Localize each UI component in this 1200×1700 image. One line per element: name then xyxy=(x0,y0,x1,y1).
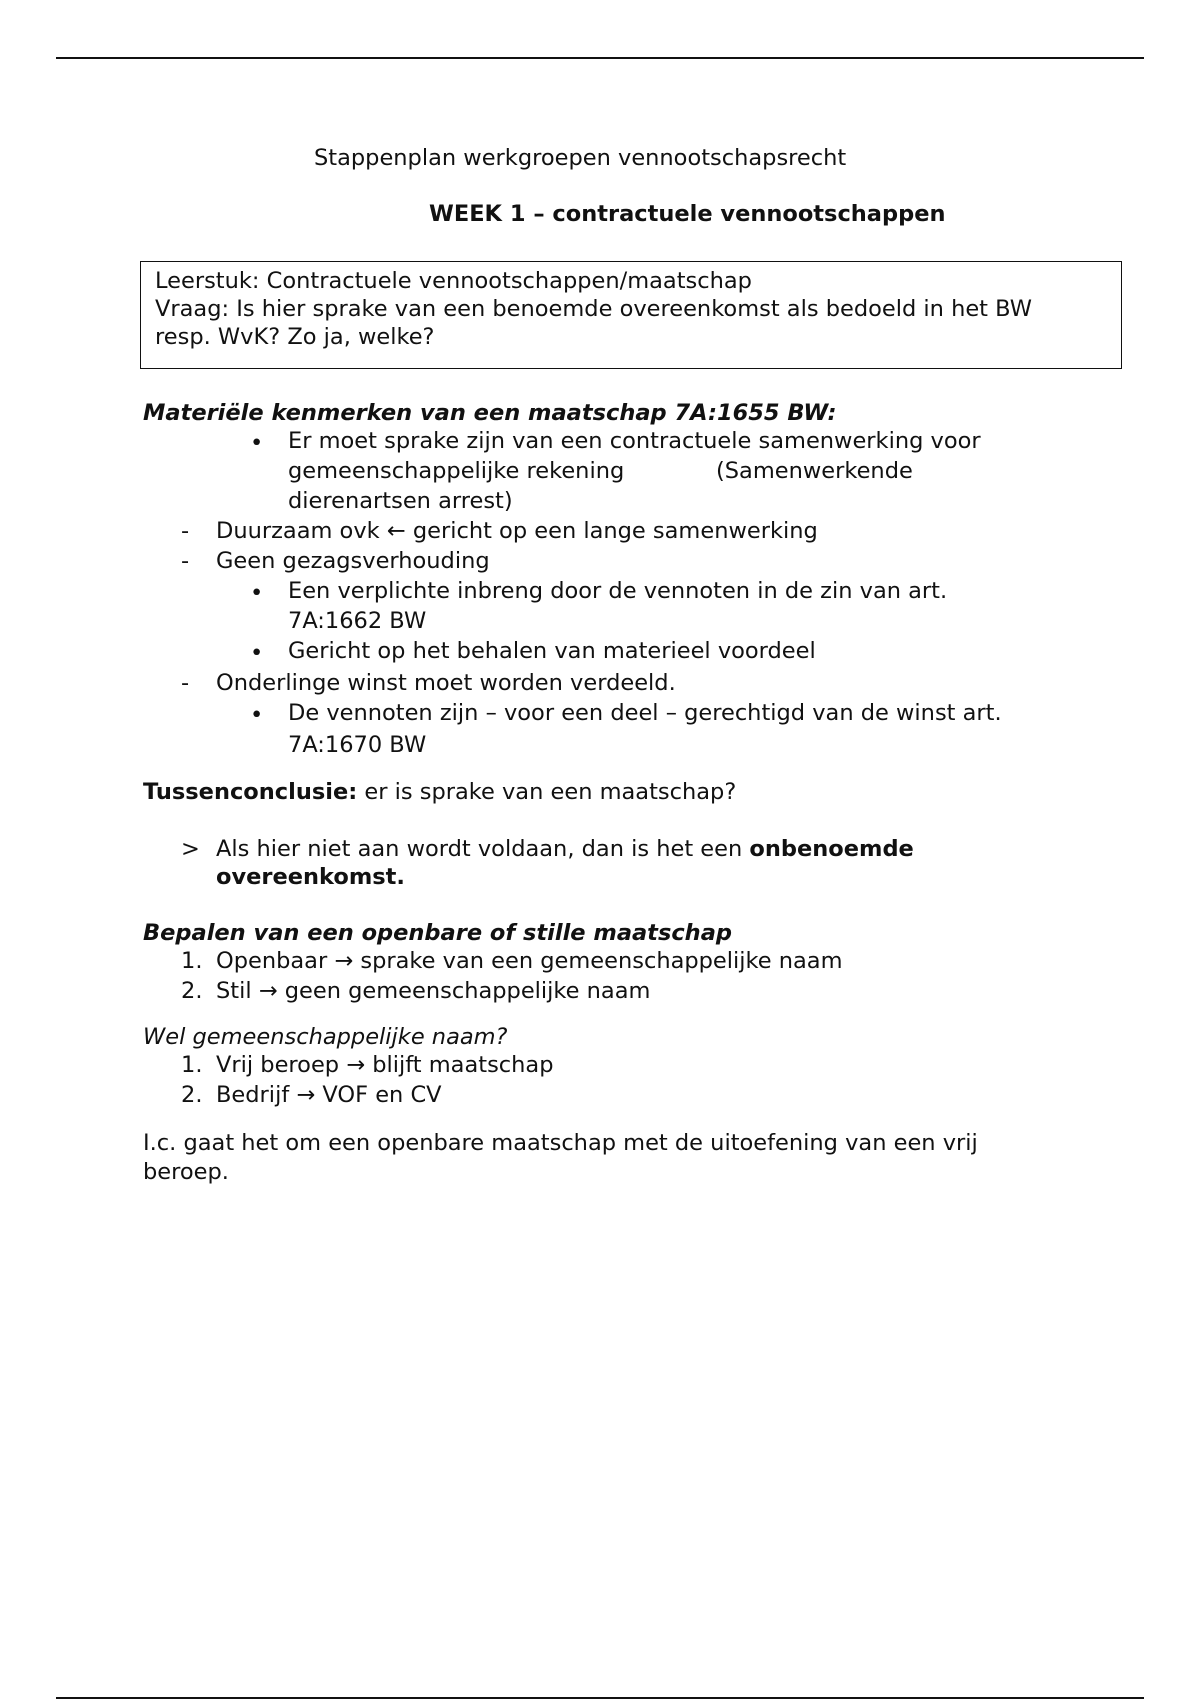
gemeenschappelijk-item-2: Bedrijf → VOF en CV xyxy=(216,1082,442,1108)
list-number: 1. xyxy=(181,1052,203,1078)
dash-item-2: Geen gezagsverhouding xyxy=(216,548,490,574)
list-number: 2. xyxy=(181,1082,203,1108)
gemeenschappelijk-heading: Wel gemeenschappelijke naam? xyxy=(143,1024,508,1050)
bepalen-item-2: Stil → geen gemeenschappelijke naam xyxy=(216,978,651,1004)
bepalen-heading: Bepalen van een openbare of stille maatschap xyxy=(143,920,732,946)
bullet-marker: • xyxy=(250,430,264,456)
bepalen-item-1: Openbaar → sprake van een gemeenschappelijke naam xyxy=(216,948,843,974)
note-text: Als hier niet aan wordt voldaan, dan is het een xyxy=(216,836,750,862)
leerstuk-line: Leerstuk: Contractuele vennootschappen/maatschap xyxy=(155,268,752,294)
note-bold-1: onbenoemde xyxy=(749,836,914,862)
dash-marker: - xyxy=(181,518,190,544)
document-title: Stappenplan werkgroepen vennootschapsrecht xyxy=(314,145,847,171)
item2-line1: Een verplichte inbreng door de vennoten in de zin van art. xyxy=(288,578,948,604)
dash-marker: - xyxy=(181,670,190,696)
bullet-marker: • xyxy=(250,580,264,606)
materiele-heading: Materiële kenmerken van een maatschap 7A:1655 BW: xyxy=(143,400,837,426)
tussenconclusie-text: er is sprake van een maatschap? xyxy=(357,779,737,805)
gemeenschappelijk-item-1: Vrij beroep → blijft maatschap xyxy=(216,1052,554,1078)
item1-line3: dierenartsen arrest) xyxy=(288,488,513,514)
item1-line2a: gemeenschappelijke rekening xyxy=(288,458,625,484)
week-title: WEEK 1 – contractuele vennootschappen xyxy=(429,201,946,227)
item1-line2b: (Samenwerkende xyxy=(716,458,913,484)
question-box xyxy=(140,261,1122,369)
bullet-marker: • xyxy=(250,702,264,728)
item4-line2: 7A:1670 BW xyxy=(288,732,427,758)
item3: Gericht op het behalen van materieel voordeel xyxy=(288,638,816,664)
note-bold-2: overeenkomst. xyxy=(216,864,405,890)
vraag-line-2: resp. WvK? Zo ja, welke? xyxy=(155,324,435,350)
conclusie-line-1: I.c. gaat het om een openbare maatschap met de uitoefening van een vrij xyxy=(143,1130,978,1156)
bullet-marker: • xyxy=(250,640,264,666)
item1-line1: Er moet sprake zijn van een contractuele samenwerking voor xyxy=(288,428,981,454)
dash-item-3: Onderlinge winst moet worden verdeeld. xyxy=(216,670,676,696)
dash-item-1: Duurzaam ovk ← gericht op een lange samenwerking xyxy=(216,518,818,544)
dash-marker: - xyxy=(181,548,190,574)
arrow-marker: > xyxy=(181,836,200,862)
tussenconclusie-label: Tussenconclusie: xyxy=(143,779,358,805)
item4-line1: De vennoten zijn – voor een deel – gerechtigd van de winst art. xyxy=(288,700,1002,726)
onbenoemde-note xyxy=(216,834,914,864)
tussenconclusie xyxy=(143,777,736,807)
list-number: 1. xyxy=(181,948,203,974)
vraag-line-1: Vraag: Is hier sprake van een benoemde overeenkomst als bedoeld in het BW xyxy=(155,296,1033,322)
conclusie-line-2: beroep. xyxy=(143,1159,229,1185)
top-rule xyxy=(56,57,1144,59)
item2-line2: 7A:1662 BW xyxy=(288,608,427,634)
list-number: 2. xyxy=(181,978,203,1004)
bottom-rule xyxy=(56,1697,1144,1699)
